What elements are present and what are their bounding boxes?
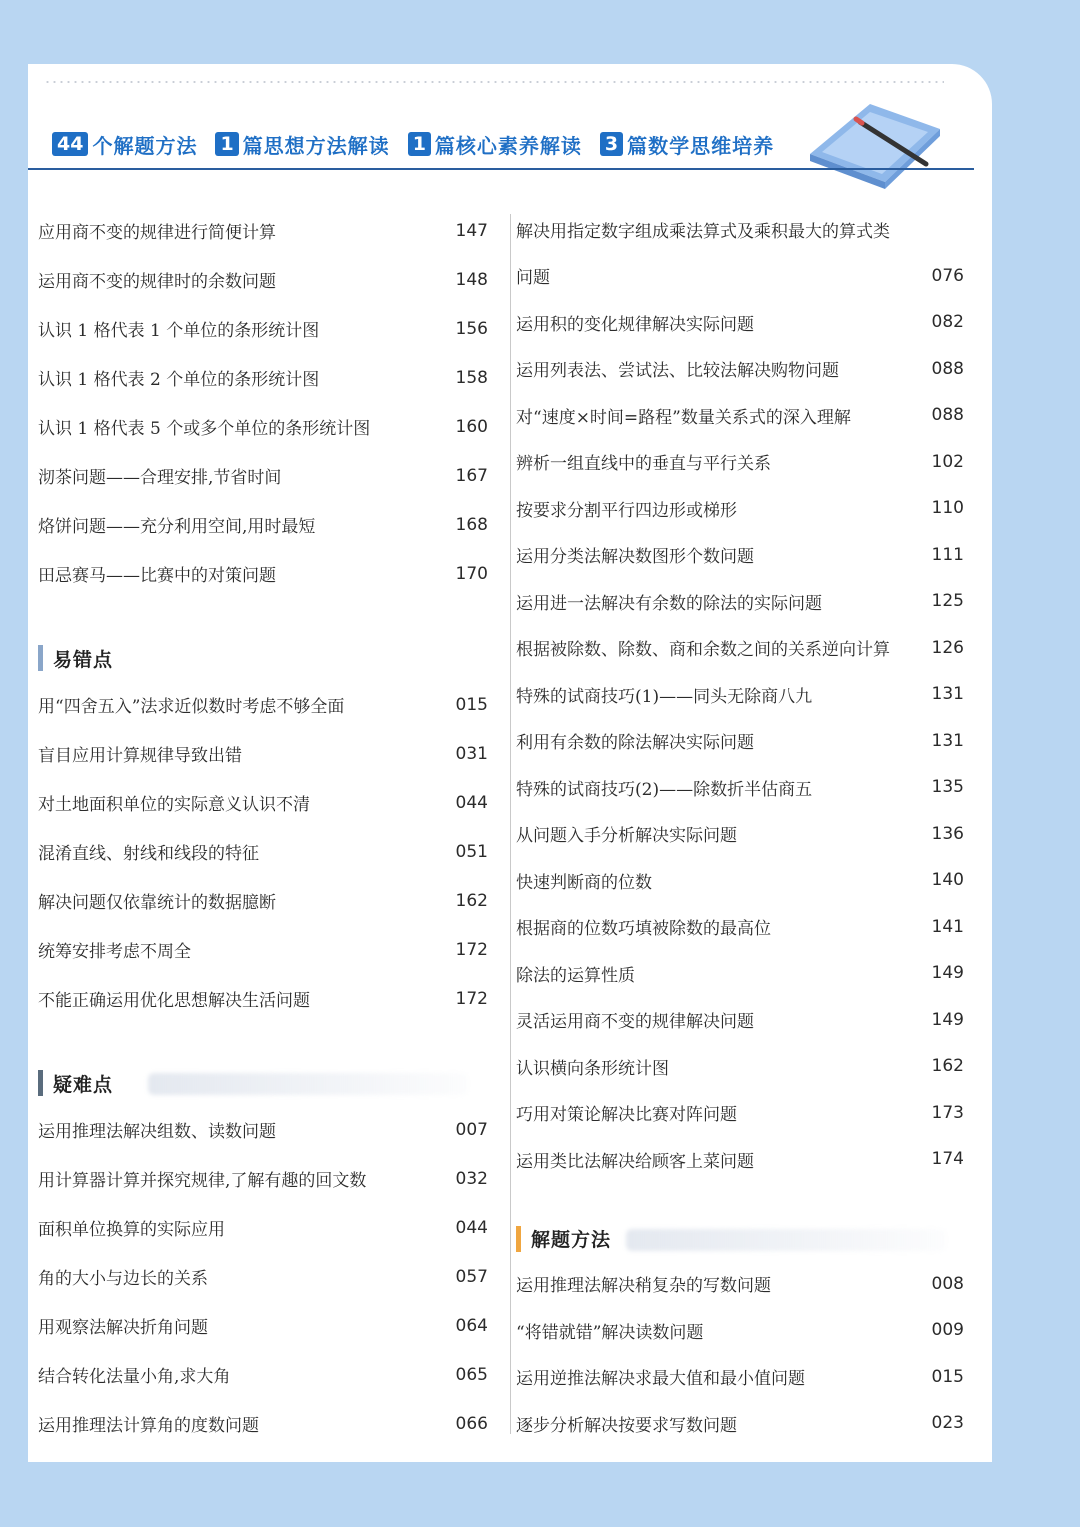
toc-entry[interactable] bbox=[38, 304, 488, 353]
entry-title: 运用推理法解决稍复杂的写数问题 bbox=[516, 1276, 771, 1297]
entry-title: 解决用指定数字组成乘法算式及乘积最大的算式类 bbox=[516, 221, 890, 242]
entry-title: 用观察法解决折角问题 bbox=[38, 1318, 208, 1338]
toc-entry[interactable] bbox=[516, 1354, 964, 1401]
toc-entry[interactable] bbox=[516, 671, 964, 718]
toc-entry[interactable] bbox=[516, 1400, 964, 1447]
entry-title: 快速判断商的位数 bbox=[516, 872, 652, 893]
banner-text: 篇思想方法解读 bbox=[242, 133, 390, 158]
entry-page: 111 bbox=[931, 544, 964, 565]
entry-page: 131 bbox=[931, 684, 964, 705]
entry-title: 灵活运用商不变的规律解决问题 bbox=[516, 1012, 754, 1033]
section-heading-methods bbox=[516, 1217, 964, 1261]
toc-entry[interactable] bbox=[516, 532, 964, 579]
toc-entry[interactable] bbox=[516, 578, 964, 625]
entry-page: 162 bbox=[455, 890, 488, 911]
banner-segment bbox=[600, 130, 774, 159]
toc-entry[interactable] bbox=[38, 1105, 488, 1154]
blurred-text bbox=[148, 1073, 468, 1095]
right-column bbox=[516, 206, 964, 1447]
toc-entry[interactable] bbox=[38, 974, 488, 1023]
entry-page: 015 bbox=[931, 1366, 964, 1387]
toc-entry[interactable] bbox=[516, 392, 964, 439]
entry-page: 162 bbox=[931, 1056, 964, 1077]
entry-page: 136 bbox=[931, 823, 964, 844]
entry-page: 088 bbox=[931, 405, 964, 426]
entry-page: 168 bbox=[455, 514, 488, 535]
entry-title: 田忌赛马——比赛中的对策问题 bbox=[38, 566, 276, 586]
entry-title: 角的大小与边长的关系 bbox=[38, 1269, 208, 1289]
section-title: 疑难点 bbox=[53, 1073, 114, 1096]
book-pencil-icon bbox=[800, 94, 950, 189]
banner-segment bbox=[408, 130, 582, 159]
entry-page: 149 bbox=[931, 1009, 964, 1030]
spacer bbox=[516, 1183, 964, 1217]
banner-segment bbox=[215, 130, 389, 159]
toc-entry[interactable] bbox=[38, 778, 488, 827]
entry-page: 102 bbox=[931, 451, 964, 472]
entry-title: 从问题入手分析解决实际问题 bbox=[516, 826, 737, 847]
toc-entry[interactable] bbox=[516, 485, 964, 532]
column-divider bbox=[510, 214, 511, 1434]
entry-page: 170 bbox=[455, 563, 488, 584]
entry-title: 不能正确运用优化思想解决生活问题 bbox=[38, 991, 310, 1011]
entry-title: 根据被除数、除数、商和余数之间的关系逆向计算 bbox=[516, 640, 890, 661]
entry-title: 运用分类法解决数图形个数问题 bbox=[516, 547, 754, 568]
toc-entry[interactable] bbox=[38, 1301, 488, 1350]
entry-title: 运用积的变化规律解决实际问题 bbox=[516, 314, 754, 335]
entry-title: 根据商的位数巧填被除数的最高位 bbox=[516, 919, 771, 940]
toc-entry[interactable] bbox=[516, 718, 964, 765]
entry-title: 运用逆推法解决求最大值和最小值问题 bbox=[516, 1369, 805, 1390]
entry-title: 逐步分析解决按要求写数问题 bbox=[516, 1415, 737, 1436]
banner-divider bbox=[28, 168, 974, 170]
entry-page: 160 bbox=[455, 416, 488, 437]
toc-entry[interactable] bbox=[516, 764, 964, 811]
toc-entry[interactable] bbox=[516, 346, 964, 393]
entry-page: 032 bbox=[455, 1168, 488, 1189]
toc-entry[interactable] bbox=[38, 925, 488, 974]
banner bbox=[52, 124, 792, 164]
entry-title: 运用列表法、尝试法、比较法解决购物问题 bbox=[516, 361, 839, 382]
banner-text: 篇核心素养解读 bbox=[434, 133, 582, 158]
entry-title: 面积单位换算的实际应用 bbox=[38, 1220, 225, 1240]
entry-title: 混淆直线、射线和线段的特征 bbox=[38, 844, 259, 864]
entry-page: 044 bbox=[455, 1217, 488, 1238]
entry-title: 认识 1 格代表 2 个单位的条形统计图 bbox=[38, 370, 320, 390]
entry-title: 巧用对策论解决比赛对阵问题 bbox=[516, 1105, 737, 1126]
toc-entry[interactable] bbox=[516, 857, 964, 904]
banner-number: 3 bbox=[600, 132, 623, 156]
toc-entry[interactable] bbox=[38, 876, 488, 925]
entry-page: 172 bbox=[455, 939, 488, 960]
entry-title: 沏茶问题——合理安排,节省时间 bbox=[38, 468, 282, 488]
entry-title: 盲目应用计算规律导致出错 bbox=[38, 746, 242, 766]
toc-entry[interactable] bbox=[38, 1203, 488, 1252]
section-bar bbox=[38, 1070, 43, 1096]
entry-page: 172 bbox=[455, 988, 488, 1009]
entry-page: 125 bbox=[931, 591, 964, 612]
entry-page: 065 bbox=[455, 1364, 488, 1385]
entry-title: 对“速度×时间=路程”数量关系式的深入理解 bbox=[516, 407, 851, 428]
entry-page: 126 bbox=[931, 637, 964, 658]
banner-text: 个解题方法 bbox=[92, 133, 198, 158]
entry-page: 082 bbox=[931, 312, 964, 333]
toc-entry[interactable] bbox=[516, 299, 964, 346]
entry-page: 147 bbox=[455, 220, 488, 241]
toc-entry[interactable] bbox=[38, 1252, 488, 1301]
entry-title: 除法的运算性质 bbox=[516, 965, 635, 986]
entry-title: 用“四舍五入”法求近似数时考虑不够全面 bbox=[38, 697, 345, 717]
entry-page: 009 bbox=[931, 1320, 964, 1341]
toc-entry[interactable] bbox=[516, 904, 964, 951]
entry-page: 023 bbox=[931, 1413, 964, 1434]
entry-page: 088 bbox=[931, 358, 964, 379]
toc-entry[interactable] bbox=[38, 402, 488, 451]
toc-entry[interactable] bbox=[38, 1399, 488, 1448]
toc-entry[interactable] bbox=[38, 451, 488, 500]
entry-title: 统筹安排考虑不周全 bbox=[38, 942, 191, 962]
entry-title: 对土地面积单位的实际意义认识不清 bbox=[38, 795, 310, 815]
toc-entry[interactable] bbox=[38, 206, 488, 255]
entry-title: 运用进一法解决有余数的除法的实际问题 bbox=[516, 593, 822, 614]
toc-entry[interactable] bbox=[38, 549, 488, 598]
entry-page: 064 bbox=[455, 1315, 488, 1336]
entry-page: 051 bbox=[455, 841, 488, 862]
section-title: 解题方法 bbox=[531, 1229, 612, 1251]
entry-title: 问题 bbox=[516, 268, 550, 289]
entry-title: 利用有余数的除法解决实际问题 bbox=[516, 733, 754, 754]
entry-title: 应用商不变的规律进行简便计算 bbox=[38, 223, 276, 243]
entry-page: 076 bbox=[931, 265, 964, 286]
spacer bbox=[38, 598, 488, 636]
entry-title: 特殊的试商技巧(1)——同头无除商八九 bbox=[516, 686, 813, 707]
entry-page: 110 bbox=[931, 498, 964, 519]
section-heading-difficult bbox=[38, 1061, 488, 1105]
toc-entry[interactable] bbox=[38, 500, 488, 549]
toc-entry[interactable] bbox=[38, 1350, 488, 1399]
toc-entry[interactable] bbox=[38, 1154, 488, 1203]
entry-title: 解决问题仅依靠统计的数据臆断 bbox=[38, 893, 276, 913]
entry-title: 特殊的试商技巧(2)——除数折半估商五 bbox=[516, 779, 813, 800]
toc-entry[interactable] bbox=[516, 439, 964, 486]
banner-text: 篇数学思维培养 bbox=[627, 133, 775, 158]
banner-segment bbox=[52, 130, 197, 159]
entry-page: 044 bbox=[455, 792, 488, 813]
entry-page: 174 bbox=[931, 1149, 964, 1170]
entry-page: 148 bbox=[455, 269, 488, 290]
toc-entry[interactable] bbox=[38, 353, 488, 402]
toc-entry[interactable] bbox=[38, 827, 488, 876]
entry-page: 173 bbox=[931, 1102, 964, 1123]
section-title: 易错点 bbox=[53, 648, 114, 671]
entry-page: 015 bbox=[455, 694, 488, 715]
toc-entry[interactable] bbox=[516, 1307, 964, 1354]
entry-page: 167 bbox=[455, 465, 488, 486]
entry-page: 008 bbox=[931, 1273, 964, 1294]
entry-page: 131 bbox=[931, 730, 964, 751]
entry-title: 烙饼问题——充分利用空间,用时最短 bbox=[38, 517, 316, 537]
toc-entry[interactable] bbox=[516, 950, 964, 997]
spacer bbox=[38, 1023, 488, 1061]
entry-title: 运用商不变的规律时的余数问题 bbox=[38, 272, 276, 292]
dotted-border bbox=[44, 80, 944, 84]
toc-entry[interactable] bbox=[516, 253, 964, 300]
entry-page: 158 bbox=[455, 367, 488, 388]
entry-page: 007 bbox=[455, 1119, 488, 1140]
banner-number: 1 bbox=[408, 132, 431, 156]
toc-entry[interactable] bbox=[516, 811, 964, 858]
book-page bbox=[28, 64, 992, 1462]
entry-page: 149 bbox=[931, 963, 964, 984]
entry-page: 156 bbox=[455, 318, 488, 339]
entry-title: 运用推理法解决组数、读数问题 bbox=[38, 1122, 276, 1142]
entry-page: 135 bbox=[931, 777, 964, 798]
banner-number: 1 bbox=[215, 132, 238, 156]
entry-title: 认识 1 格代表 1 个单位的条形统计图 bbox=[38, 321, 320, 341]
entry-title: 按要求分割平行四边形或梯形 bbox=[516, 500, 737, 521]
entry-page: 031 bbox=[455, 743, 488, 764]
section-bar bbox=[38, 645, 43, 671]
entry-title: 运用类比法解决给顾客上菜问题 bbox=[516, 1151, 754, 1172]
toc-entry[interactable] bbox=[516, 1261, 964, 1308]
toc-entry[interactable] bbox=[38, 729, 488, 778]
toc-entry[interactable] bbox=[516, 997, 964, 1044]
toc-entry[interactable] bbox=[516, 625, 964, 672]
toc-entry[interactable] bbox=[516, 206, 964, 253]
toc-entry[interactable] bbox=[516, 1090, 964, 1137]
entry-page: 141 bbox=[931, 916, 964, 937]
entry-title: 结合转化法量小角,求大角 bbox=[38, 1367, 231, 1387]
section-heading-errors bbox=[38, 636, 488, 680]
banner-number: 44 bbox=[52, 132, 88, 156]
toc-entry[interactable] bbox=[38, 680, 488, 729]
entry-title: 认识横向条形统计图 bbox=[516, 1058, 669, 1079]
entry-page: 057 bbox=[455, 1266, 488, 1287]
entry-page: 066 bbox=[455, 1413, 488, 1434]
toc-entry[interactable] bbox=[516, 1043, 964, 1090]
entry-title: 用计算器计算并探究规律,了解有趣的回文数 bbox=[38, 1171, 367, 1191]
entry-title: 认识 1 格代表 5 个或多个单位的条形统计图 bbox=[38, 419, 371, 439]
blurred-text bbox=[626, 1229, 946, 1251]
entry-title: 运用推理法计算角的度数问题 bbox=[38, 1416, 259, 1436]
entry-page: 140 bbox=[931, 870, 964, 891]
left-column bbox=[38, 206, 488, 1448]
toc-entry[interactable] bbox=[38, 255, 488, 304]
entry-title: 辨析一组直线中的垂直与平行关系 bbox=[516, 454, 771, 475]
entry-title: “将错就错”解决读数问题 bbox=[516, 1322, 704, 1343]
toc-entry[interactable] bbox=[516, 1136, 964, 1183]
section-bar bbox=[516, 1226, 521, 1252]
